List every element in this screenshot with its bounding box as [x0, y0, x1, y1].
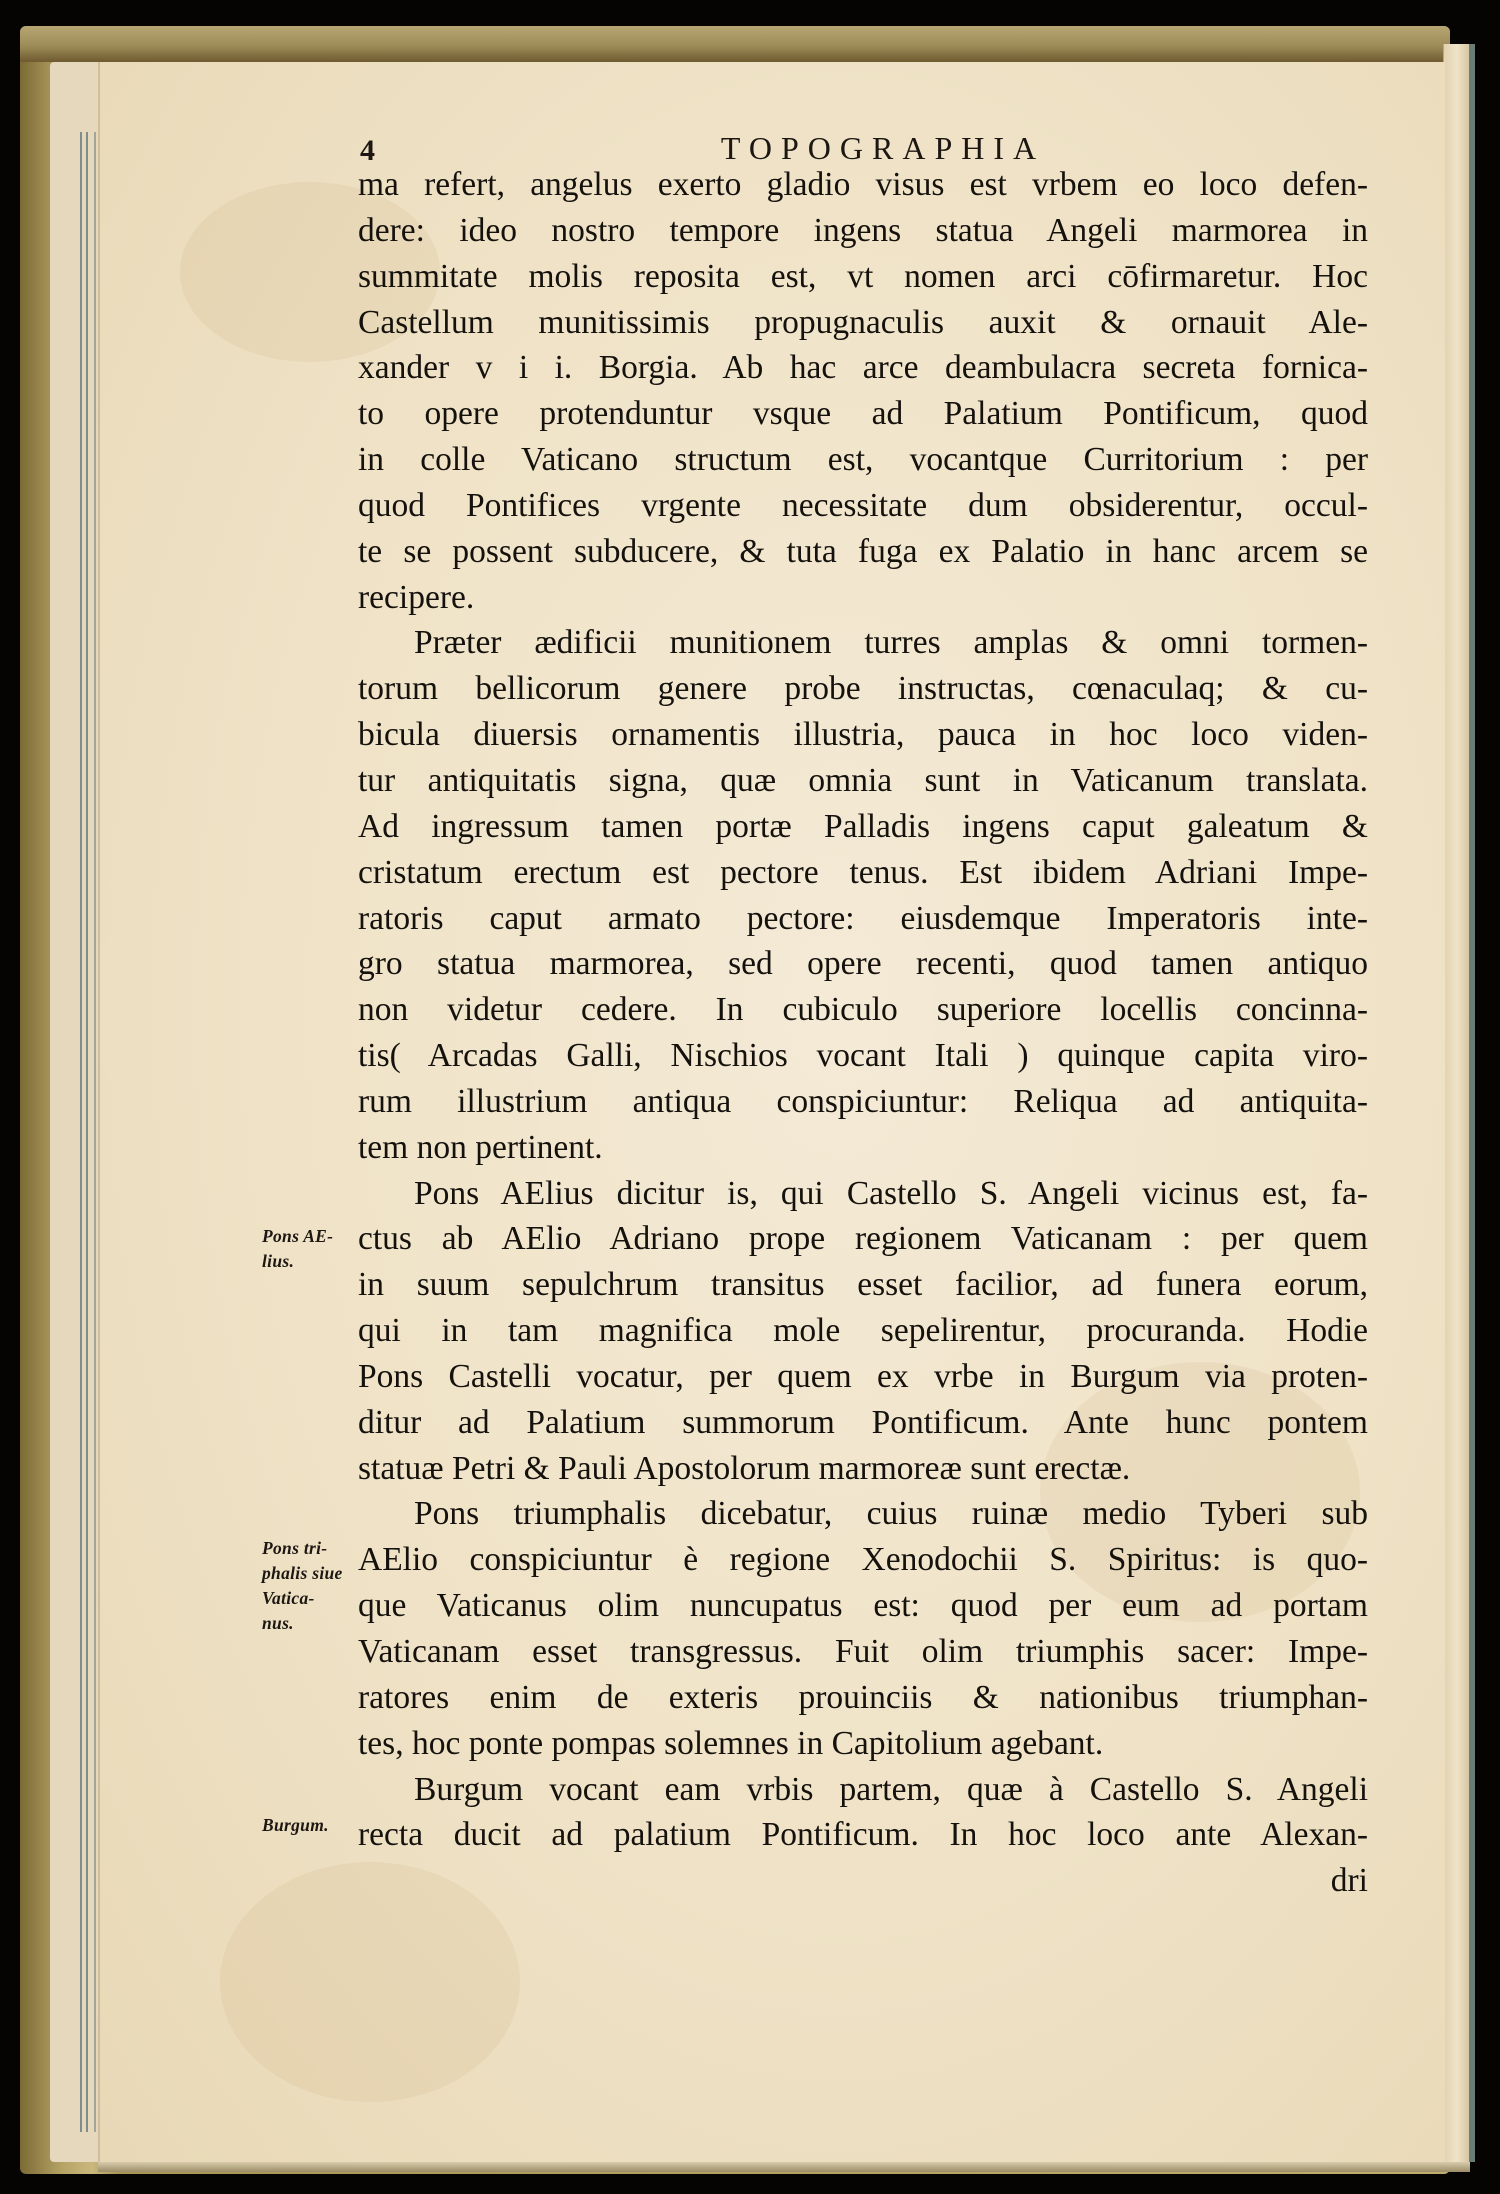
text-line: to opere protenduntur vsque ad Palatium Pontificum, quod: [358, 395, 1368, 433]
text-line: recipere.: [358, 578, 475, 616]
body-text: [358, 162, 1368, 1904]
text-line: torum bellicorum genere probe instructas, cœnaculaq; & cu-: [358, 670, 1368, 708]
page-edge-line: [94, 132, 96, 2132]
text-line: tur antiquitatis signa, quæ omnia sunt in Vaticanum translata.: [358, 761, 1368, 799]
text-line: Pons AElius dicitur is, qui Castello S. Angeli vicinus est, fa-: [414, 1174, 1368, 1212]
text-line: Pons Castelli vocatur, per quem ex vrbe in Burgum via proten-: [358, 1357, 1368, 1395]
text-line: quod Pontifices vrgente necessitate dum obsiderentur, occul-: [358, 486, 1368, 524]
text-line: ratoris caput armato pectore: eiusdemque Imperatoris inte-: [358, 899, 1368, 937]
text-line: te se possent subducere, & tuta fuga ex Palatio in hanc arcem se: [358, 532, 1368, 570]
margin-note-burgum: [262, 1813, 358, 1838]
text-line: in colle Vaticano structum est, vocantque Curritorium : per: [358, 441, 1368, 479]
text-line: ctus ab AElio Adriano prope regionem Vaticanam : per quem: [358, 1220, 1368, 1258]
text-line: bicula diuersis ornamentis illustria, pauca in hoc loco viden-: [358, 716, 1368, 754]
page-edge-line: [80, 132, 82, 2132]
running-title: TOPOGRAPHIA: [720, 130, 1046, 166]
text-line: qui in tam magnifica mole sepelirentur, procuranda. Hodie: [358, 1312, 1368, 1350]
text-line: tis( Arcadas Galli, Nischios vocant Itali ) quinque capita viro-: [358, 1037, 1368, 1075]
margin-note-line: Vatica-: [262, 1588, 315, 1608]
text-line: Castellum munitissimis propugnaculis auxit & ornauit Ale-: [358, 303, 1368, 341]
margin-note-line: nus.: [262, 1613, 294, 1633]
text-line: statuæ Petri & Pauli Apostolorum marmoreæ sunt erectæ.: [358, 1449, 1131, 1487]
margin-note-line: Pons AE-: [262, 1226, 334, 1246]
margin-note-pons-aelius: [262, 1224, 358, 1274]
text-line: Præter ædificii munitionem turres amplas & omni tormen-: [414, 624, 1368, 662]
text-line: cristatum erectum est pectore tenus. Est ibidem Adriani Impe-: [358, 853, 1368, 891]
text-line: ditur ad Palatium summorum Pontificum. Ante hunc pontem: [358, 1403, 1368, 1441]
text-line: summitate molis reposita est, vt nomen arci cōfirmaretur. Hoc: [358, 257, 1368, 295]
text-line: Vaticanam esset transgressus. Fuit olim triumphis sacer: Impe-: [358, 1633, 1368, 1670]
text-line: tes, hoc ponte pompas solemnes in Capitolium agebant.: [358, 1724, 1104, 1762]
margin-note-line: Pons tri-: [262, 1538, 328, 1558]
right-page-edge: [1443, 44, 1470, 2162]
text-line: Pons triumphalis dicebatur, cuius ruinæ medio Tyberi sub: [414, 1495, 1368, 1533]
text-line: dere: ideo nostro tempore ingens statua Angeli marmorea in: [358, 211, 1368, 249]
page-bottom-edge: [98, 2162, 1470, 2172]
page-edge-line: [86, 132, 88, 2132]
margin-note-pons-triumphalis: [262, 1536, 358, 1636]
margin-note-line: lius.: [262, 1251, 295, 1271]
text-line: tem non pertinent.: [358, 1128, 603, 1166]
text-line: gro statua marmorea, sed opere recenti, quod tamen antiquo: [358, 945, 1368, 983]
text-line: ma refert, angelus exerto gladio visus est vrbem eo loco defen-: [358, 166, 1368, 203]
vellum-cover-top-edge: [20, 26, 1450, 62]
text-line: AElio conspiciuntur è regione Xenodochii S. Spiritus: is quo-: [358, 1541, 1368, 1579]
text-line: xander v i i. Borgia. Ab hac arce deambulacra secreta fornica-: [358, 349, 1368, 387]
page-number: 4: [360, 134, 375, 167]
right-cover-rim: [1469, 44, 1475, 2162]
text-line: non videtur cedere. In cubiculo superiore locellis concinna-: [358, 991, 1368, 1029]
text-line: recta ducit ad palatium Pontificum. In hoc loco ante Alexan-: [358, 1816, 1368, 1854]
catchword: dri: [1330, 1862, 1368, 1900]
margin-note-line: phalis siue: [262, 1563, 343, 1583]
text-line: Ad ingressum tamen portæ Palladis ingens caput galeatum &: [358, 807, 1368, 845]
margin-note-line: Burgum.: [262, 1815, 329, 1835]
text-line: rum illustrium antiqua conspiciuntur: Reliqua ad antiquita-: [358, 1082, 1368, 1120]
text-line: in suum sepulchrum transitus esset facilior, ad funera eorum,: [358, 1266, 1368, 1304]
text-line: que Vaticanus olim nuncupatus est: quod per eum ad portam: [358, 1587, 1368, 1625]
text-line: Burgum vocant eam vrbis partem, quæ à Castello S. Angeli: [414, 1770, 1368, 1808]
text-line: ratores enim de exteris prouinciis & nationibus triumphan-: [358, 1678, 1368, 1716]
